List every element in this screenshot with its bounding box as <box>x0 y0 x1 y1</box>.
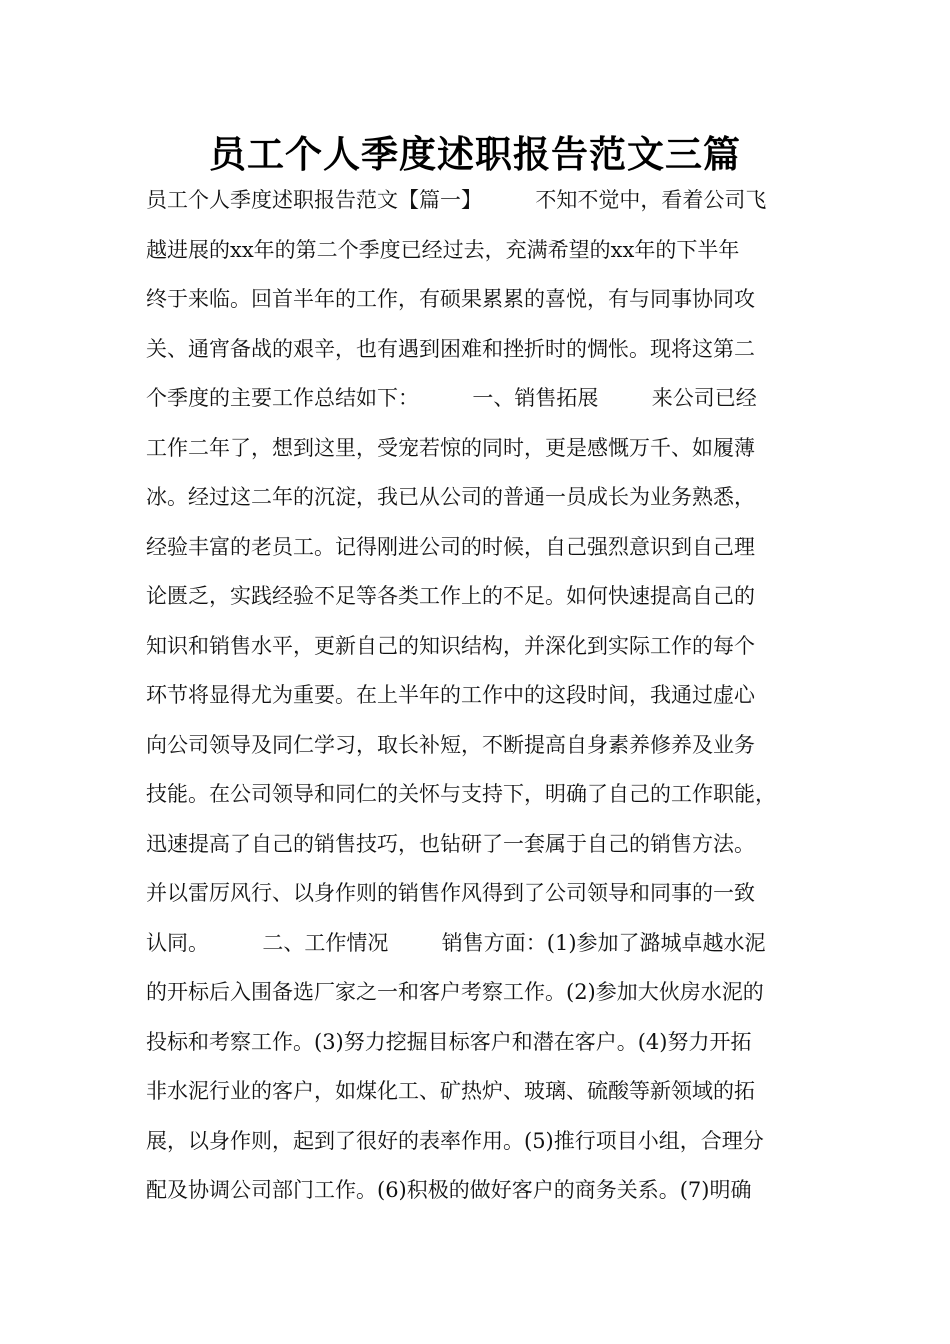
body-line: 迅速提高了自己的销售技巧，也钻研了一套属于自己的销售方法。 <box>146 831 755 856</box>
body-line: 关、通宵备战的艰辛，也有遇到困难和挫折时的惆怅。现将这第二 <box>146 336 755 361</box>
body-line: 冰。经过这二年的沉淀，我已从公司的普通一员成长为业务熟悉， <box>146 485 755 509</box>
body-line: 展，以身作则，起到了很好的表率作用。(5)推行项目小组，合理分 <box>146 1128 764 1153</box>
body-line: 越进展的xx年的第二个季度已经过去，充满希望的xx年的下半年 <box>146 237 740 262</box>
body-line: 终于来临。回首半年的工作，有硕果累累的喜悦，有与同事协同攻 <box>146 287 755 311</box>
body-line: 非水泥行业的客户，如煤化工、矿热炉、玻璃、硫酸等新领域的拓 <box>146 1079 755 1103</box>
body-line: 经验丰富的老员工。记得刚进公司的时候，自己强烈意识到自己理 <box>146 534 755 559</box>
document-body <box>146 176 816 1216</box>
body-line: 向公司领导及同仁学习，取长补短，不断提高自身素养修养及业务 <box>146 732 755 757</box>
body-line: 论匮乏，实践经验不足等各类工作上的不足。如何快速提高自己的 <box>146 584 755 608</box>
body-line: 环节将显得尤为重要。在上半年的工作中的这段时间，我通过虚心 <box>146 683 755 707</box>
body-line: 员工个人季度述职报告范文【篇一】 不知不觉中，看着公司飞 <box>146 188 767 212</box>
body-line: 配及协调公司部门工作。(6)积极的做好客户的商务关系。(7)明确 <box>146 1178 752 1202</box>
body-line: 认同。 二、工作情况 销售方面：(1)参加了潞城卓越水泥 <box>146 930 766 955</box>
body-line: 个季度的主要工作总结如下： 一、销售拓展 来公司已经 <box>146 386 757 410</box>
body-line: 知识和销售水平，更新自己的知识结构，并深化到实际工作的每个 <box>146 633 755 658</box>
body-line: 工作二年了，想到这里，受宠若惊的同时，更是感慨万千、如履薄 <box>146 435 755 460</box>
body-line: 技能。在公司领导和同仁的关怀与支持下，明确了自己的工作职能， <box>146 782 776 806</box>
body-line: 并以雷厉风行、以身作则的销售作风得到了公司领导和同事的一致 <box>146 881 755 905</box>
document-title: 员工个人季度述职报告范文三篇 <box>209 132 741 176</box>
body-line: 投标和考察工作。(3)努力挖掘目标客户和潜在客户。(4)努力开拓 <box>146 1029 752 1054</box>
body-line: 的开标后入围备选厂家之一和客户考察工作。(2)参加大伙房水泥的 <box>146 980 764 1004</box>
